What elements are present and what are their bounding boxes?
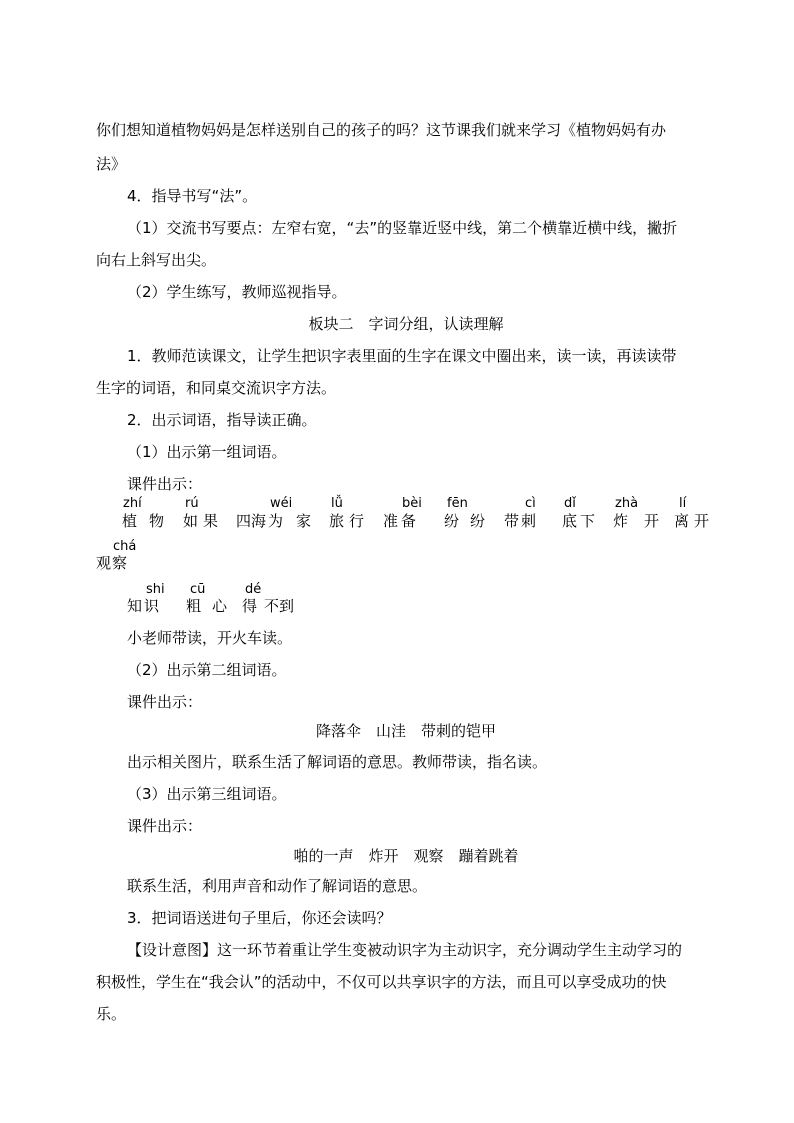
pinyin-annotation: dǐ	[564, 496, 576, 511]
step2: 2．出示词语，指导读正确。	[127, 411, 317, 429]
group1-title: （1）出示第一组词语。	[127, 443, 287, 461]
hanzi: 准	[383, 512, 399, 530]
intro-line-1: 你们想知道植物妈妈是怎样送别自己的孩子的吗？这节课我们就来学习《植物妈妈有办	[96, 121, 667, 139]
hanzi: 不到	[264, 597, 295, 615]
pinyin-annotation: cū	[190, 582, 206, 597]
group1-label: 课件出示：	[127, 475, 203, 493]
group3-note: 联系生活，利用声音和动作了解词语的意思。	[127, 877, 428, 895]
step4-point1-line2: 向右上斜写出尖。	[96, 251, 217, 269]
hanzi: 带	[504, 512, 520, 530]
hanzi: 开	[694, 512, 710, 530]
hanzi: 粗	[186, 597, 202, 615]
hanzi: 炸	[613, 512, 629, 530]
hanzi: 如	[183, 512, 199, 530]
hanzi: 知	[127, 597, 143, 615]
pinyin-annotation: lǚ	[331, 496, 343, 511]
step3: 3．把词语送进句子里后，你还会读吗？	[127, 909, 392, 927]
hanzi: 四海	[236, 512, 267, 530]
hanzi: 物	[149, 512, 165, 530]
hanzi: 刺	[521, 512, 537, 530]
hanzi: 备	[401, 512, 417, 530]
group1-note: 小老师带读，开火车读。	[127, 629, 293, 647]
pinyin-annotation: zhà	[615, 496, 639, 511]
hanzi: 底	[562, 512, 578, 530]
hanzi: 下	[580, 512, 596, 530]
hanzi: 纷	[470, 512, 486, 530]
pinyin-annotation: chá	[113, 539, 137, 554]
step4-point1-line1: （1）交流书写要点：左窄右宽，“去”的竖靠近竖中线，第二个横靠近横中线，撇折	[127, 219, 678, 237]
pinyin-annotation: shi	[146, 582, 165, 597]
group2-note: 出示相关图片，联系生活了解词语的意思。教师带读，指名读。	[127, 753, 548, 771]
group3-title: （3）出示第三组词语。	[127, 785, 287, 803]
section2-heading: 板块二 字词分组，认读理解	[308, 315, 504, 333]
hanzi: 开	[644, 512, 660, 530]
design-line-3: 乐。	[96, 1005, 127, 1023]
hanzi: 家	[296, 512, 312, 530]
pinyin-annotation: zhí	[123, 496, 142, 511]
pinyin-annotation: fēn	[447, 496, 468, 511]
intro-line-2: 法》	[96, 155, 127, 173]
pinyin-annotation: lí	[679, 496, 687, 511]
hanzi: 果	[203, 512, 219, 530]
pinyin-annotation: dé	[245, 582, 262, 597]
hanzi: 察	[112, 554, 128, 572]
design-line-1: 【设计意图】这一环节着重让学生变被动识字为主动识字，充分调动学生主动学习的	[127, 941, 683, 959]
hanzi: 为	[268, 512, 284, 530]
hanzi: 植	[122, 512, 138, 530]
group3-words: 啪的一声 炸开 观察 蹦着跳着	[293, 847, 519, 865]
pinyin-annotation: rú	[185, 496, 199, 511]
hanzi: 得	[242, 597, 258, 615]
hanzi: 旅	[329, 512, 345, 530]
hanzi: 观	[96, 554, 112, 572]
hanzi: 离	[674, 512, 690, 530]
hanzi: 心	[212, 597, 228, 615]
group2-title: （2）出示第二组词语。	[127, 661, 287, 679]
group3-label: 课件出示：	[127, 817, 203, 835]
hanzi: 行	[349, 512, 365, 530]
pinyin-annotation: wéi	[270, 496, 293, 511]
group2-words: 降落伞 山洼 带刺的铠甲	[315, 722, 496, 740]
design-line-2: 积极性，学生在“我会认”的活动中，不仅可以共享识字的方法，而且可以享受成功的快	[96, 973, 667, 991]
hanzi: 识	[144, 597, 160, 615]
step1-line2: 生字的词语，和同桌交流识字方法。	[96, 379, 337, 397]
group2-label: 课件出示：	[127, 693, 203, 711]
step1-line1: 1．教师范读课文，让学生把识字表里面的生字在课文中圈出来，读一读，再读读带	[127, 347, 677, 365]
step4-point2: （2）学生练写，教师巡视指导。	[127, 283, 347, 301]
pinyin-annotation: bèi	[402, 496, 422, 511]
pinyin-annotation: cì	[525, 496, 536, 511]
step4-title: 4．指导书写“法”。	[127, 187, 258, 205]
hanzi: 纷	[444, 512, 460, 530]
